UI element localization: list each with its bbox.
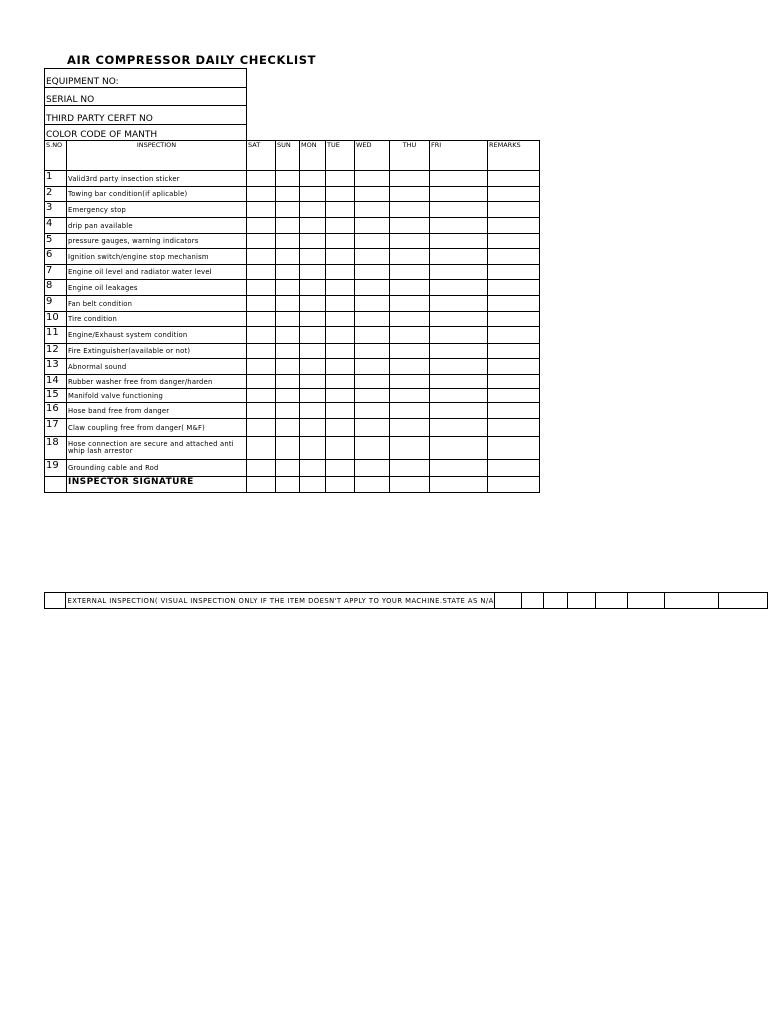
check-cell-sat[interactable]: [247, 187, 276, 202]
check-cell-thu[interactable]: [390, 249, 430, 265]
inspection-item: pressure gauges, warning indicators: [67, 234, 247, 249]
check-cell-sun[interactable]: [276, 202, 300, 218]
item-number: 3: [45, 202, 67, 218]
check-cell-wed[interactable]: [355, 327, 390, 344]
check-cell-remarks[interactable]: [488, 249, 540, 265]
check-cell-remarks[interactable]: [488, 460, 540, 477]
item-number: 14: [45, 375, 67, 389]
checklist-row: [45, 296, 540, 312]
check-cell-wed[interactable]: [355, 280, 390, 296]
check-cell-sun[interactable]: [276, 187, 300, 202]
inspection-item: Claw coupling free from danger( M&F): [67, 419, 247, 437]
check-cell-sat[interactable]: [247, 375, 276, 389]
checklist-row: [45, 419, 540, 437]
check-cell-wed[interactable]: [355, 460, 390, 477]
item-number: 4: [45, 218, 67, 234]
check-cell-fri[interactable]: [430, 312, 488, 327]
check-cell-thu[interactable]: [390, 437, 430, 460]
check-cell-sat[interactable]: [247, 234, 276, 249]
checklist-row: [45, 359, 540, 375]
check-cell-remarks[interactable]: [488, 344, 540, 359]
check-cell-mon[interactable]: [300, 171, 326, 187]
check-cell-wed[interactable]: [355, 171, 390, 187]
check-cell-sun[interactable]: [276, 218, 300, 234]
check-cell-mon[interactable]: [300, 403, 326, 419]
check-cell-mon[interactable]: [300, 344, 326, 359]
checklist-row: [45, 171, 540, 187]
check-cell-mon[interactable]: [300, 389, 326, 403]
footer-note: EXTERNAL INSPECTION( VISUAL INSPECTION ONLY IF THE ITEM DOESN'T APPLY TO YOUR MACHINE.STATE AS N/A: [65, 593, 494, 609]
check-cell-thu[interactable]: [390, 234, 430, 249]
checklist-row: [45, 312, 540, 327]
footer-blank-cell: [45, 593, 66, 609]
check-cell-sun[interactable]: [276, 419, 300, 437]
checklist-row: [45, 249, 540, 265]
item-number: 2: [45, 187, 67, 202]
check-cell-remarks[interactable]: [488, 403, 540, 419]
third-party-cert-field[interactable]: THIRD PARTY CERFT NO: [45, 106, 247, 125]
check-cell-sun[interactable]: [276, 312, 300, 327]
check-cell-sun[interactable]: [276, 265, 300, 280]
check-cell-tue[interactable]: [326, 187, 355, 202]
check-cell-wed[interactable]: [355, 359, 390, 375]
check-cell-sat[interactable]: [247, 171, 276, 187]
check-cell-wed[interactable]: [355, 344, 390, 359]
inspection-item: Grounding cable and Rod: [67, 460, 247, 477]
item-number: 1: [45, 171, 67, 187]
check-cell-thu[interactable]: [390, 344, 430, 359]
column-header-mon: MON: [300, 141, 326, 171]
check-cell-sat[interactable]: [247, 460, 276, 477]
item-number: 13: [45, 359, 67, 375]
item-number: 5: [45, 234, 67, 249]
checklist-row: [45, 327, 540, 344]
check-cell-tue[interactable]: [326, 265, 355, 280]
check-cell-remarks[interactable]: [488, 437, 540, 460]
check-cell-sun[interactable]: [276, 234, 300, 249]
check-cell-wed[interactable]: [355, 218, 390, 234]
check-cell-fri[interactable]: [430, 296, 488, 312]
item-number: 9: [45, 296, 67, 312]
check-cell-remarks[interactable]: [488, 419, 540, 437]
inspection-item: Hose band free from danger: [67, 403, 247, 419]
check-cell-remarks[interactable]: [488, 389, 540, 403]
column-header-wed: WED: [355, 141, 390, 171]
check-cell-fri[interactable]: [430, 359, 488, 375]
check-cell-fri[interactable]: [430, 249, 488, 265]
item-number: 19: [45, 460, 67, 477]
checklist-row: [45, 187, 540, 202]
footer-note-table: [44, 592, 768, 609]
check-cell-remarks[interactable]: [488, 187, 540, 202]
check-cell-remarks[interactable]: [488, 312, 540, 327]
check-cell-thu[interactable]: [390, 359, 430, 375]
check-cell-wed[interactable]: [355, 265, 390, 280]
check-cell-sun[interactable]: [276, 344, 300, 359]
inspection-item: Rubber washer free from danger/harden: [67, 375, 247, 389]
check-cell-tue[interactable]: [326, 437, 355, 460]
check-cell-fri[interactable]: [430, 375, 488, 389]
checklist-row: [45, 460, 540, 477]
check-cell-wed[interactable]: [355, 202, 390, 218]
item-number: 8: [45, 280, 67, 296]
check-cell-sat[interactable]: [247, 403, 276, 419]
check-cell-tue[interactable]: [326, 460, 355, 477]
checklist-row: [45, 202, 540, 218]
check-cell-mon[interactable]: [300, 437, 326, 460]
check-cell-sun[interactable]: [276, 280, 300, 296]
column-header-inspection: INSPECTION: [67, 141, 247, 171]
column-header-fri: FRI: [430, 141, 488, 171]
check-cell-mon[interactable]: [300, 327, 326, 344]
checklist-row: [45, 218, 540, 234]
check-cell-tue[interactable]: [326, 344, 355, 359]
check-cell-tue[interactable]: [326, 327, 355, 344]
check-cell-tue[interactable]: [326, 234, 355, 249]
checklist-row: [45, 344, 540, 359]
check-cell-sun[interactable]: [276, 249, 300, 265]
check-cell-tue[interactable]: [326, 280, 355, 296]
check-cell-fri[interactable]: [430, 171, 488, 187]
check-cell-mon[interactable]: [300, 265, 326, 280]
column-header-sun: SUN: [276, 141, 300, 171]
checklist-row: [45, 375, 540, 389]
item-number: 17: [45, 419, 67, 437]
inspection-item: Manifold valve functioning: [67, 389, 247, 403]
check-cell-remarks[interactable]: [488, 265, 540, 280]
inspection-item: Fan belt condition: [67, 296, 247, 312]
check-cell-sat[interactable]: [247, 265, 276, 280]
check-cell-fri[interactable]: [430, 234, 488, 249]
checklist-row: [45, 403, 540, 419]
check-cell-wed[interactable]: [355, 403, 390, 419]
check-cell-sat[interactable]: [247, 389, 276, 403]
inspection-item: Emergency stop: [67, 202, 247, 218]
check-cell-fri[interactable]: [430, 265, 488, 280]
signature-row: [45, 477, 540, 493]
checklist-row: [45, 234, 540, 249]
inspector-signature-label: INSPECTOR SIGNATURE: [67, 477, 247, 493]
signature-cell-thu[interactable]: [390, 477, 430, 493]
item-number: 10: [45, 312, 67, 327]
equipment-no-field[interactable]: EQUIPMENT NO:: [45, 69, 247, 88]
check-cell-wed[interactable]: [355, 437, 390, 460]
check-cell-mon[interactable]: [300, 234, 326, 249]
check-cell-sat[interactable]: [247, 296, 276, 312]
inspection-item: Valid3rd party insection sticker: [67, 171, 247, 187]
check-cell-mon[interactable]: [300, 280, 326, 296]
check-cell-remarks[interactable]: [488, 359, 540, 375]
check-cell-thu[interactable]: [390, 460, 430, 477]
check-cell-tue[interactable]: [326, 296, 355, 312]
check-cell-fri[interactable]: [430, 437, 488, 460]
equipment-info-table: [44, 68, 247, 141]
signature-cell-remarks[interactable]: [488, 477, 540, 493]
check-cell-tue[interactable]: [326, 249, 355, 265]
item-number: 6: [45, 249, 67, 265]
check-cell-mon[interactable]: [300, 249, 326, 265]
column-header-row: [45, 141, 540, 171]
check-cell-tue[interactable]: [326, 375, 355, 389]
check-cell-tue[interactable]: [326, 389, 355, 403]
check-cell-wed[interactable]: [355, 389, 390, 403]
column-header-thu: THU: [390, 141, 430, 171]
check-cell-sun[interactable]: [276, 171, 300, 187]
check-cell-mon[interactable]: [300, 202, 326, 218]
check-cell-fri[interactable]: [430, 460, 488, 477]
check-cell-sun[interactable]: [276, 460, 300, 477]
check-cell-wed[interactable]: [355, 187, 390, 202]
signature-cell-sun[interactable]: [276, 477, 300, 493]
column-header-sat: SAT: [247, 141, 276, 171]
check-cell-tue[interactable]: [326, 312, 355, 327]
column-header-tue: TUE: [326, 141, 355, 171]
check-cell-sat[interactable]: [247, 359, 276, 375]
check-cell-remarks[interactable]: [488, 327, 540, 344]
check-cell-wed[interactable]: [355, 312, 390, 327]
check-cell-remarks[interactable]: [488, 234, 540, 249]
inspection-item: Towing bar condition(if aplicable): [67, 187, 247, 202]
check-cell-wed[interactable]: [355, 419, 390, 437]
signature-cell-tue[interactable]: [326, 477, 355, 493]
check-cell-sun[interactable]: [276, 359, 300, 375]
signature-sno-cell: [45, 477, 67, 493]
signature-cell-sat[interactable]: [247, 477, 276, 493]
check-cell-wed[interactable]: [355, 234, 390, 249]
check-cell-thu[interactable]: [390, 202, 430, 218]
inspection-item: Hose connection are secure and attached anti whip lash arrestor: [67, 437, 247, 460]
check-cell-thu[interactable]: [390, 218, 430, 234]
item-number: 15: [45, 389, 67, 403]
check-cell-sun[interactable]: [276, 437, 300, 460]
check-cell-sun[interactable]: [276, 296, 300, 312]
check-cell-tue[interactable]: [326, 218, 355, 234]
check-cell-remarks[interactable]: [488, 202, 540, 218]
item-number: 16: [45, 403, 67, 419]
check-cell-sat[interactable]: [247, 437, 276, 460]
item-number: 18: [45, 437, 67, 460]
check-cell-remarks[interactable]: [488, 296, 540, 312]
checklist-row: [45, 265, 540, 280]
checklist-table: [44, 140, 540, 493]
color-code-field[interactable]: COLOR CODE OF MANTH: [45, 125, 247, 141]
check-cell-sat[interactable]: [247, 419, 276, 437]
check-cell-fri[interactable]: [430, 327, 488, 344]
check-cell-wed[interactable]: [355, 296, 390, 312]
signature-cell-wed[interactable]: [355, 477, 390, 493]
check-cell-mon[interactable]: [300, 218, 326, 234]
check-cell-sat[interactable]: [247, 327, 276, 344]
page-title: AIR COMPRESSOR DAILY CHECKLIST: [67, 53, 317, 67]
check-cell-tue[interactable]: [326, 403, 355, 419]
check-cell-fri[interactable]: [430, 218, 488, 234]
item-number: 11: [45, 327, 67, 344]
serial-no-field[interactable]: SERIAL NO: [45, 88, 247, 106]
check-cell-thu[interactable]: [390, 389, 430, 403]
check-cell-thu[interactable]: [390, 296, 430, 312]
check-cell-remarks[interactable]: [488, 375, 540, 389]
check-cell-fri[interactable]: [430, 419, 488, 437]
check-cell-wed[interactable]: [355, 375, 390, 389]
check-cell-sat[interactable]: [247, 202, 276, 218]
check-cell-sat[interactable]: [247, 218, 276, 234]
check-cell-fri[interactable]: [430, 280, 488, 296]
inspection-item: Engine oil leakages: [67, 280, 247, 296]
check-cell-thu[interactable]: [390, 171, 430, 187]
checklist-row: [45, 280, 540, 296]
check-cell-sat[interactable]: [247, 249, 276, 265]
check-cell-fri[interactable]: [430, 202, 488, 218]
check-cell-remarks[interactable]: [488, 218, 540, 234]
check-cell-sun[interactable]: [276, 375, 300, 389]
check-cell-fri[interactable]: [430, 389, 488, 403]
check-cell-remarks[interactable]: [488, 280, 540, 296]
check-cell-sun[interactable]: [276, 327, 300, 344]
check-cell-wed[interactable]: [355, 249, 390, 265]
check-cell-fri[interactable]: [430, 403, 488, 419]
check-cell-sun[interactable]: [276, 389, 300, 403]
check-cell-thu[interactable]: [390, 327, 430, 344]
check-cell-tue[interactable]: [326, 171, 355, 187]
check-cell-mon[interactable]: [300, 419, 326, 437]
checklist-row: [45, 389, 540, 403]
check-cell-thu[interactable]: [390, 403, 430, 419]
check-cell-sat[interactable]: [247, 344, 276, 359]
check-cell-tue[interactable]: [326, 359, 355, 375]
check-cell-mon[interactable]: [300, 359, 326, 375]
check-cell-mon[interactable]: [300, 187, 326, 202]
check-cell-mon[interactable]: [300, 312, 326, 327]
check-cell-mon[interactable]: [300, 375, 326, 389]
check-cell-remarks[interactable]: [488, 171, 540, 187]
column-header-remarks: REMARKS: [488, 141, 540, 171]
check-cell-fri[interactable]: [430, 187, 488, 202]
column-header-sno: S.NO: [45, 141, 67, 171]
inspection-item: Abnormal sound: [67, 359, 247, 375]
check-cell-thu[interactable]: [390, 419, 430, 437]
check-cell-thu[interactable]: [390, 280, 430, 296]
checklist-row: [45, 437, 540, 460]
check-cell-mon[interactable]: [300, 460, 326, 477]
inspection-item: Engine/Exhaust system condition: [67, 327, 247, 344]
signature-cell-fri[interactable]: [430, 477, 488, 493]
inspection-item: Ignition switch/engine stop mechanism: [67, 249, 247, 265]
check-cell-tue[interactable]: [326, 419, 355, 437]
check-cell-thu[interactable]: [390, 187, 430, 202]
check-cell-sat[interactable]: [247, 312, 276, 327]
inspection-item: Tire condition: [67, 312, 247, 327]
check-cell-tue[interactable]: [326, 202, 355, 218]
item-number: 7: [45, 265, 67, 280]
check-cell-thu[interactable]: [390, 375, 430, 389]
item-number: 12: [45, 344, 67, 359]
check-cell-fri[interactable]: [430, 344, 488, 359]
inspection-item: Engine oil level and radiator water level: [67, 265, 247, 280]
check-cell-sat[interactable]: [247, 280, 276, 296]
check-cell-thu[interactable]: [390, 265, 430, 280]
check-cell-thu[interactable]: [390, 312, 430, 327]
signature-cell-mon[interactable]: [300, 477, 326, 493]
check-cell-mon[interactable]: [300, 296, 326, 312]
inspection-item: drip pan available: [67, 218, 247, 234]
check-cell-sun[interactable]: [276, 403, 300, 419]
inspection-item: Fire Extinguisher(available or not): [67, 344, 247, 359]
